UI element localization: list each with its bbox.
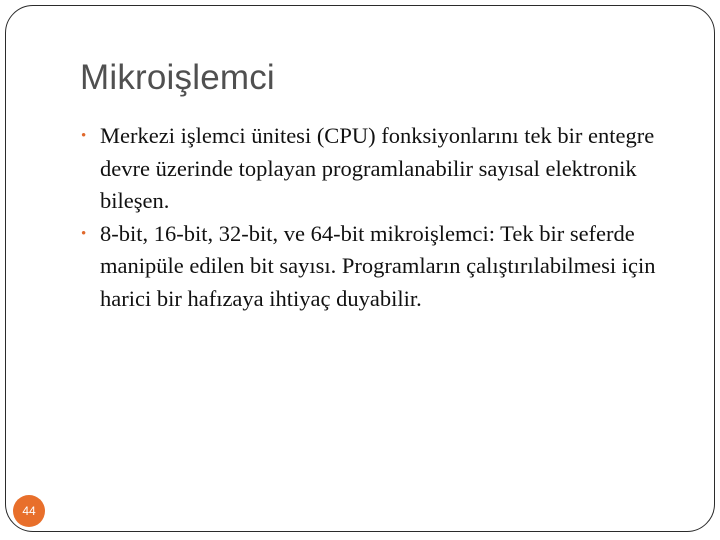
page-number-badge: 44 (13, 495, 45, 527)
bullet-item (78, 218, 678, 316)
bullet-text: 8-bit, 16-bit, 32-bit, ve 64-bit mikroişlemci: Tek bir seferde manipüle edilen bit sayısı. Programların çalıştırılabilmesi için harici bir hafızaya ihtiyaç duyabilir. (100, 220, 656, 311)
bullet-marker: • (81, 225, 87, 242)
bullet-item (78, 120, 678, 218)
bullet-text: Merkezi işlemci ünitesi (CPU) fonksiyonlarını tek bir entegre devre üzerinde toplayan programlanabilir sayısal elektronik bileşen. (100, 123, 655, 214)
bullet-list (78, 120, 678, 316)
slide-title: Mikroişlemci (80, 58, 275, 97)
bullet-marker: • (81, 128, 87, 144)
